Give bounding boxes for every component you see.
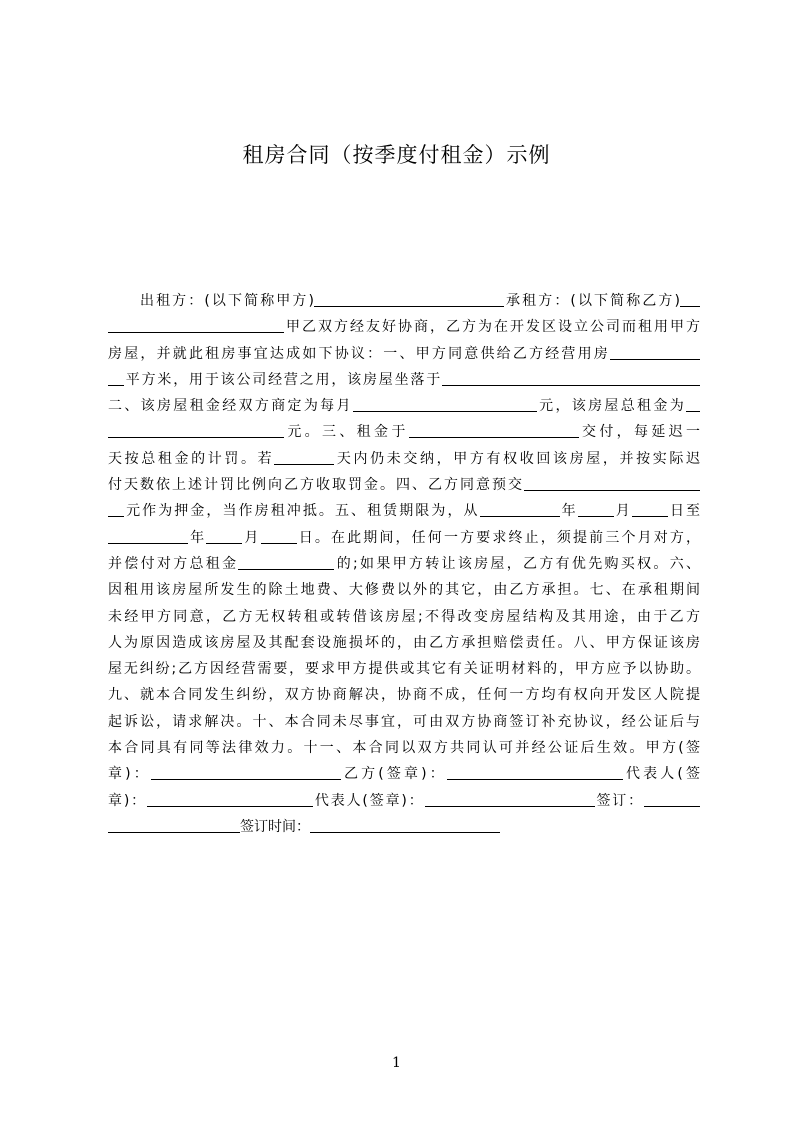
contract-text: 代表人(签章)： xyxy=(313,792,425,809)
blank-field xyxy=(644,791,700,807)
contract-line xyxy=(108,630,700,656)
blank-field xyxy=(524,475,700,491)
blank-field xyxy=(578,501,614,517)
contract-text: 日至 xyxy=(667,503,700,520)
blank-field xyxy=(480,501,560,517)
contract-text: 签订时间： xyxy=(240,818,310,835)
contract-line xyxy=(108,525,700,551)
contract-text: 章)： xyxy=(108,766,151,783)
contract-text: 起诉讼，请求解决。十、本合同未尽事宜，可由双方协商签订补充协议，经公证后与 xyxy=(108,713,700,730)
blank-field xyxy=(409,422,579,438)
blank-field xyxy=(632,501,668,517)
contract-text: 元。三、租金于 xyxy=(284,424,409,441)
contract-text: 付天数依上述计罚比例向乙方收取罚金。四、乙方同意预交 xyxy=(108,477,524,494)
contract-text: 交付，每延迟一 xyxy=(578,424,700,441)
contract-text: 的;如果甲方转让该房屋，乙方有优先购买权。六、 xyxy=(334,555,700,572)
contract-line xyxy=(108,551,700,577)
contract-text: 房屋，并就此租房事宜达成如下协议：一、甲方同意供给乙方经营用房 xyxy=(108,345,610,362)
document-title: 租房合同（按季度付租金）示例 xyxy=(242,143,551,167)
contract-text: 平方米，用于该公司经营之用，该房屋坐落于 xyxy=(124,371,442,388)
blank-field xyxy=(108,817,240,833)
contract-line xyxy=(108,735,700,761)
contract-line xyxy=(108,682,700,708)
blank-field xyxy=(238,554,334,570)
contract-line xyxy=(108,656,700,682)
contract-text: 承租方：(以下简称乙方) xyxy=(503,293,680,309)
blank-field xyxy=(108,317,284,333)
contract-body xyxy=(108,288,700,840)
contract-text: 月 xyxy=(613,503,632,520)
contract-text: 章)： xyxy=(108,792,148,809)
contract-text: 元，该房屋总租金为 xyxy=(536,398,687,415)
contract-text: 未经甲方同意，乙方无权转租或转借该房屋;不得改变房屋结构及其用途，由于乙方 xyxy=(108,608,700,625)
contract-line xyxy=(108,288,700,314)
contract-text: 本合同具有同等法律效力。十一、本合同以双方共同认可并经公证后生效。甲方(签 xyxy=(108,740,700,757)
contract-line xyxy=(108,472,700,498)
contract-text: 人为原因造成该房屋及其配套设施损坏的，由乙方承担赔偿责任。八、甲方保证该房 xyxy=(108,634,700,651)
contract-text: 天内仍未交纳，甲方有权收回该房屋，并按实际迟 xyxy=(334,450,700,467)
contract-text: 代表人(签 xyxy=(622,766,700,783)
contract-line xyxy=(108,498,700,524)
blank-field xyxy=(442,370,700,386)
blank-field xyxy=(425,791,595,807)
blank-field xyxy=(686,396,700,412)
contract-text: 甲乙双方经友好协商，乙方为在开发区设立公司而租用甲方 xyxy=(284,319,700,336)
contract-line xyxy=(108,341,700,367)
contract-line xyxy=(108,367,700,393)
contract-text: 元作为押金，当作房租冲抵。五、租赁期限为，从 xyxy=(124,503,480,520)
contract-text: 屋无纠纷;乙方因经营需要，要求甲方提供或其它有关证明材料的，甲方应予以协助。 xyxy=(108,661,700,678)
contract-text: 出租方：(以下简称甲方) xyxy=(140,293,314,309)
contract-text: 签订： xyxy=(594,792,644,809)
contract-text: 天按总租金的计罚。若 xyxy=(108,450,275,467)
blank-field xyxy=(147,791,313,807)
blank-field xyxy=(314,291,504,307)
contract-line xyxy=(108,761,700,787)
contract-text: 因租用该房屋所发生的除土地费、大修费以外的其它，由乙方承担。七、在承租期间 xyxy=(108,582,700,599)
blank-field xyxy=(206,528,242,544)
blank-field xyxy=(108,422,284,438)
blank-field xyxy=(610,344,700,360)
contract-line xyxy=(108,314,700,340)
page-number: 1 xyxy=(392,1055,401,1071)
contract-line xyxy=(108,814,700,840)
blank-field xyxy=(261,528,297,544)
blank-field xyxy=(151,764,341,780)
contract-line xyxy=(108,446,700,472)
blank-field xyxy=(353,396,537,412)
contract-text: 月 xyxy=(242,529,261,546)
contract-line xyxy=(108,577,700,603)
contract-text: 乙方(签章)： xyxy=(340,766,447,783)
contract-text: 年 xyxy=(559,503,578,520)
blank-field xyxy=(310,817,500,833)
contract-line xyxy=(108,604,700,630)
blank-field xyxy=(108,501,124,517)
blank-field xyxy=(447,764,623,780)
contract-line xyxy=(108,393,700,419)
contract-text: 年 xyxy=(188,529,207,546)
contract-text: 九、就本合同发生纠纷，双方协商解决，协商不成，任何一方均有权向开发区人院提 xyxy=(108,687,700,704)
contract-text: 二、该房屋租金经双方商定为每月 xyxy=(108,398,353,415)
blank-field xyxy=(274,449,334,465)
blank-field xyxy=(108,370,124,386)
blank-field xyxy=(680,291,700,307)
contract-line xyxy=(108,709,700,735)
contract-text: 并偿付对方总租金 xyxy=(108,555,239,572)
blank-field xyxy=(108,528,188,544)
contract-line xyxy=(108,788,700,814)
contract-text: 日。在此期间，任何一方要求终止，须提前三个月对方， xyxy=(296,529,700,546)
contract-line xyxy=(108,419,700,445)
